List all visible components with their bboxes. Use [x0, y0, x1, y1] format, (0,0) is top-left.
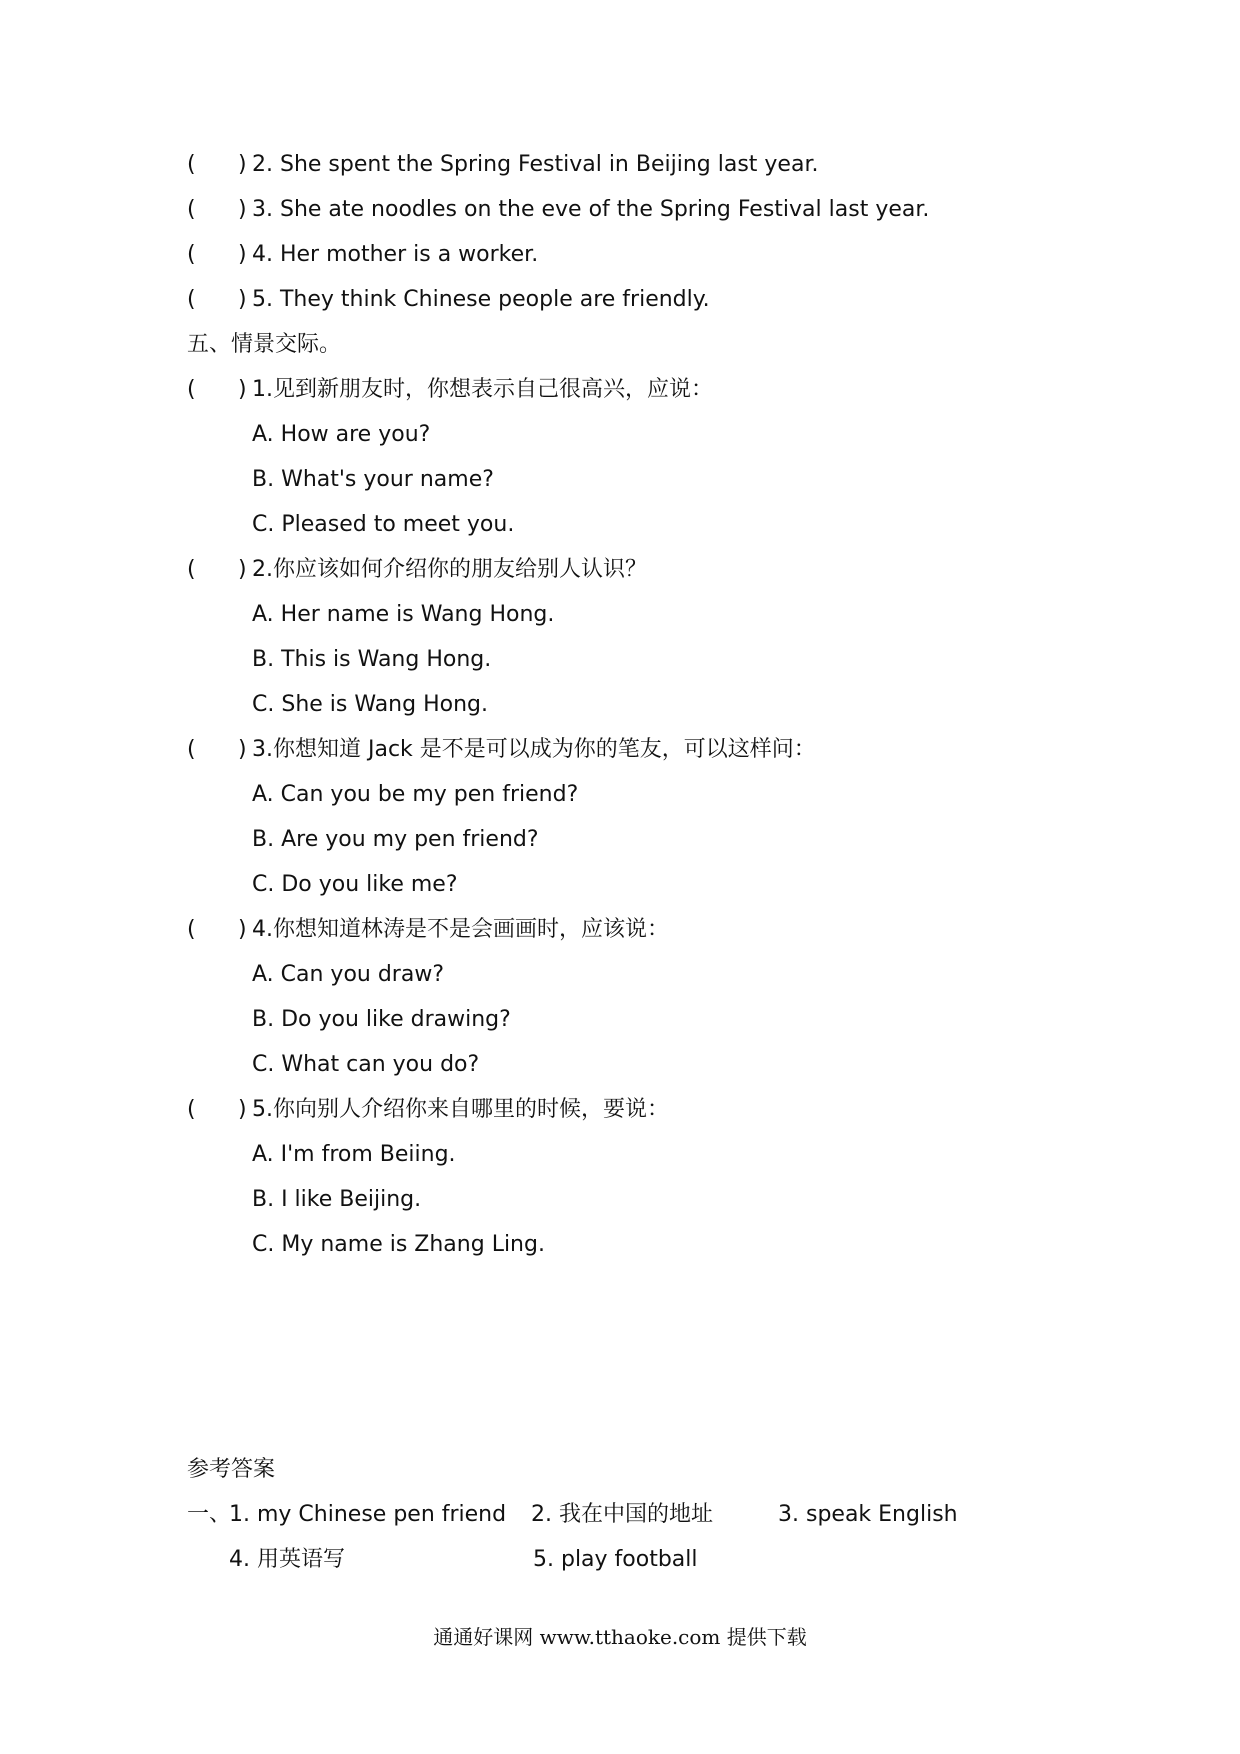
answer-paren-close: ) — [238, 557, 247, 582]
answer-paren-open: ( — [187, 377, 196, 402]
answer-item: 5. play football — [533, 1547, 698, 1572]
answer-paren-open: ( — [187, 1097, 196, 1122]
answer-item: 3. speak English — [778, 1502, 958, 1527]
question-prompt: 1.见到新朋友时，你想表示自己很高兴，应说： — [252, 377, 713, 402]
question-prompt: 4.你想知道林涛是不是会画画时，应该说： — [252, 917, 669, 942]
option-b: B. Are you my pen friend? — [252, 827, 539, 852]
option-a: A. Can you draw? — [252, 962, 445, 987]
option-a: A. How are you? — [252, 422, 431, 447]
option-a: A. I'm from Beiing. — [252, 1142, 456, 1167]
option-a: A. Her name is Wang Hong. — [252, 602, 555, 627]
option-a: A. Can you be my pen friend? — [252, 782, 579, 807]
answer-paren-open: ( — [187, 557, 196, 582]
question-text: 4. Her mother is a worker. — [252, 242, 539, 267]
answer-paren-close: ) — [238, 917, 247, 942]
answer-paren-close: ) — [238, 737, 247, 762]
answer-paren-open: ( — [187, 917, 196, 942]
question-text: 3. She ate noodles on the eve of the Spring Festival last year. — [252, 197, 930, 222]
answer-paren-close: ) — [238, 287, 247, 312]
answer-paren-close: ) — [238, 197, 247, 222]
answer-paren-close: ) — [238, 152, 247, 177]
option-c: C. My name is Zhang Ling. — [252, 1232, 545, 1257]
option-c: C. What can you do? — [252, 1052, 480, 1077]
option-b: B. I like Beijing. — [252, 1187, 422, 1212]
answer-paren-close: ) — [238, 242, 247, 267]
answer-paren-open: ( — [187, 152, 196, 177]
answer-item: 4. 用英语写 — [229, 1547, 345, 1572]
answer-paren-close: ) — [238, 377, 247, 402]
answer-item: 2. 我在中国的地址 — [531, 1502, 713, 1527]
question-prompt: 5.你向别人介绍你来自哪里的时候，要说： — [252, 1097, 669, 1122]
answers-title: 参考答案 — [187, 1457, 276, 1482]
option-c: C. Pleased to meet you. — [252, 512, 515, 537]
option-b: B. What's your name? — [252, 467, 494, 492]
option-b: B. This is Wang Hong. — [252, 647, 492, 672]
answer-paren-open: ( — [187, 242, 196, 267]
answers-prefix: 一、 — [187, 1502, 232, 1527]
answer-item: 1. my Chinese pen friend — [229, 1502, 507, 1527]
page-footer: 通通好课网 www.tthaoke.com 提供下载 — [433, 1625, 807, 1649]
question-prompt: 2.你应该如何介绍你的朋友给别人认识？ — [252, 557, 647, 582]
question-text: 5. They think Chinese people are friendly. — [252, 287, 710, 312]
question-prompt: 3.你想知道 Jack 是不是可以成为你的笔友，可以这样问： — [252, 737, 816, 762]
question-text: 2. She spent the Spring Festival in Beijing last year. — [252, 152, 819, 177]
answer-paren-open: ( — [187, 197, 196, 222]
answer-paren-close: ) — [238, 1097, 247, 1122]
option-c: C. Do you like me? — [252, 872, 458, 897]
answer-paren-open: ( — [187, 287, 196, 312]
option-c: C. She is Wang Hong. — [252, 692, 488, 717]
answer-paren-open: ( — [187, 737, 196, 762]
option-b: B. Do you like drawing? — [252, 1007, 511, 1032]
section-five-title: 五、情景交际。 — [187, 332, 342, 357]
